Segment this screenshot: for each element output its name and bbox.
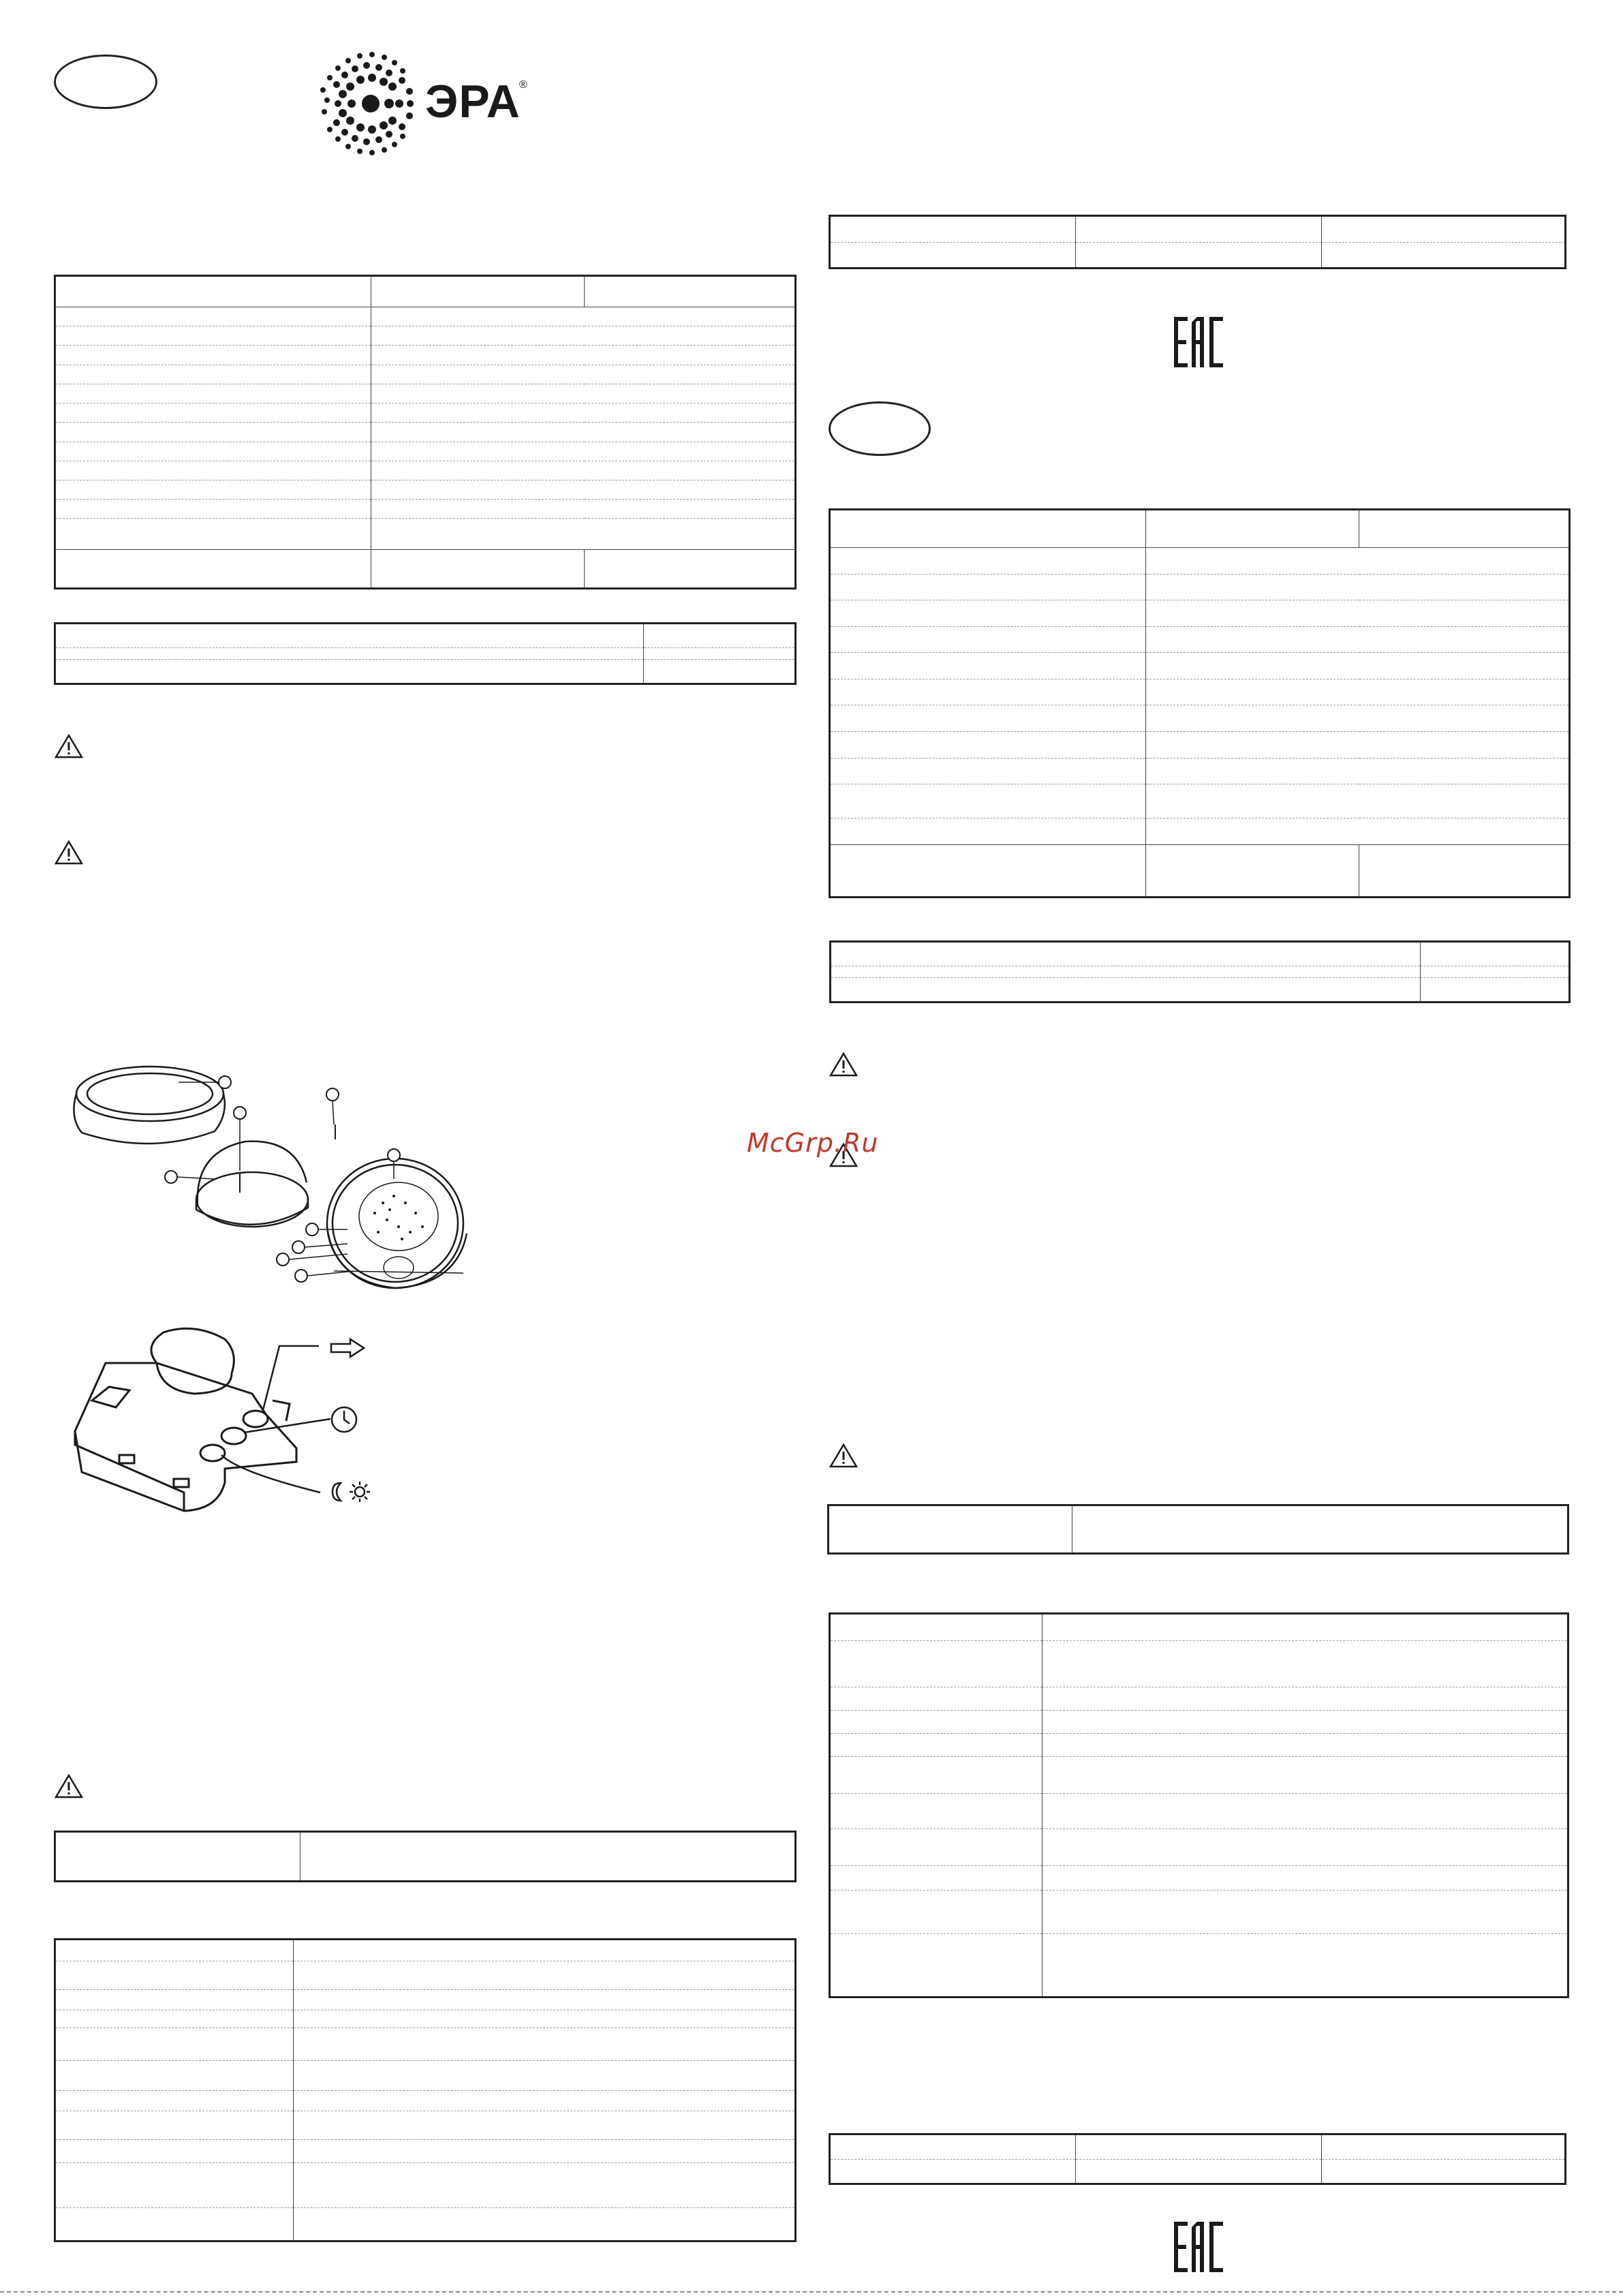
callout-ring bbox=[219, 1076, 231, 1088]
arrow-right-icon bbox=[330, 1338, 365, 1358]
eac-mark-icon bbox=[1174, 317, 1223, 367]
lux-knob bbox=[221, 1428, 246, 1444]
brand-registered-mark: ® bbox=[519, 79, 527, 91]
warning-icon bbox=[54, 1773, 84, 1799]
spec-table-package-right bbox=[829, 940, 1571, 1003]
cover-part bbox=[198, 1142, 307, 1206]
eac-mark-text bbox=[1174, 371, 1175, 372]
lens-part bbox=[359, 1182, 438, 1251]
trim-line bbox=[0, 2291, 1623, 2293]
callout-board-1 bbox=[306, 1223, 318, 1236]
warranty-box-right bbox=[827, 1504, 1569, 1555]
callout-cover bbox=[165, 1171, 177, 1183]
date-table-bottom-right bbox=[829, 2133, 1566, 2185]
exploded-view-diagram bbox=[61, 1056, 484, 1308]
eac-mark-icon bbox=[1174, 2222, 1223, 2272]
callout-screw-b bbox=[326, 1088, 339, 1101]
callout-board-2 bbox=[292, 1241, 305, 1253]
callout-board-3 bbox=[277, 1253, 289, 1266]
warranty-box-left bbox=[54, 1831, 797, 1882]
callout-lens bbox=[388, 1149, 400, 1161]
language-badge-oval bbox=[829, 401, 931, 456]
warning-icon bbox=[829, 1443, 859, 1469]
warning-icon bbox=[54, 840, 84, 866]
watermark: McGrp.Ru bbox=[747, 1128, 879, 1158]
manufacturer-table-left bbox=[54, 1938, 797, 2242]
era-logo bbox=[318, 49, 536, 158]
era-logo-dots-icon bbox=[318, 49, 420, 158]
timer-knob bbox=[243, 1411, 268, 1427]
spec-table-main-left bbox=[54, 275, 797, 590]
warning-icon bbox=[54, 733, 84, 759]
spec-table-package-left bbox=[54, 622, 797, 685]
manufacturer-table-right bbox=[829, 1612, 1569, 1998]
clock-icon bbox=[330, 1405, 358, 1434]
callout-screw-a bbox=[234, 1107, 246, 1119]
callout-board-4 bbox=[295, 1270, 307, 1282]
sensitivity-knob bbox=[200, 1445, 225, 1461]
ring-part bbox=[76, 1067, 223, 1121]
language-badge-oval bbox=[54, 55, 157, 109]
spec-table-main-right bbox=[829, 508, 1571, 898]
brand-name: ЭРА bbox=[425, 76, 521, 127]
date-table-top-right bbox=[829, 215, 1566, 269]
moon-sun-icon bbox=[331, 1480, 372, 1503]
warning-icon bbox=[829, 1052, 859, 1077]
